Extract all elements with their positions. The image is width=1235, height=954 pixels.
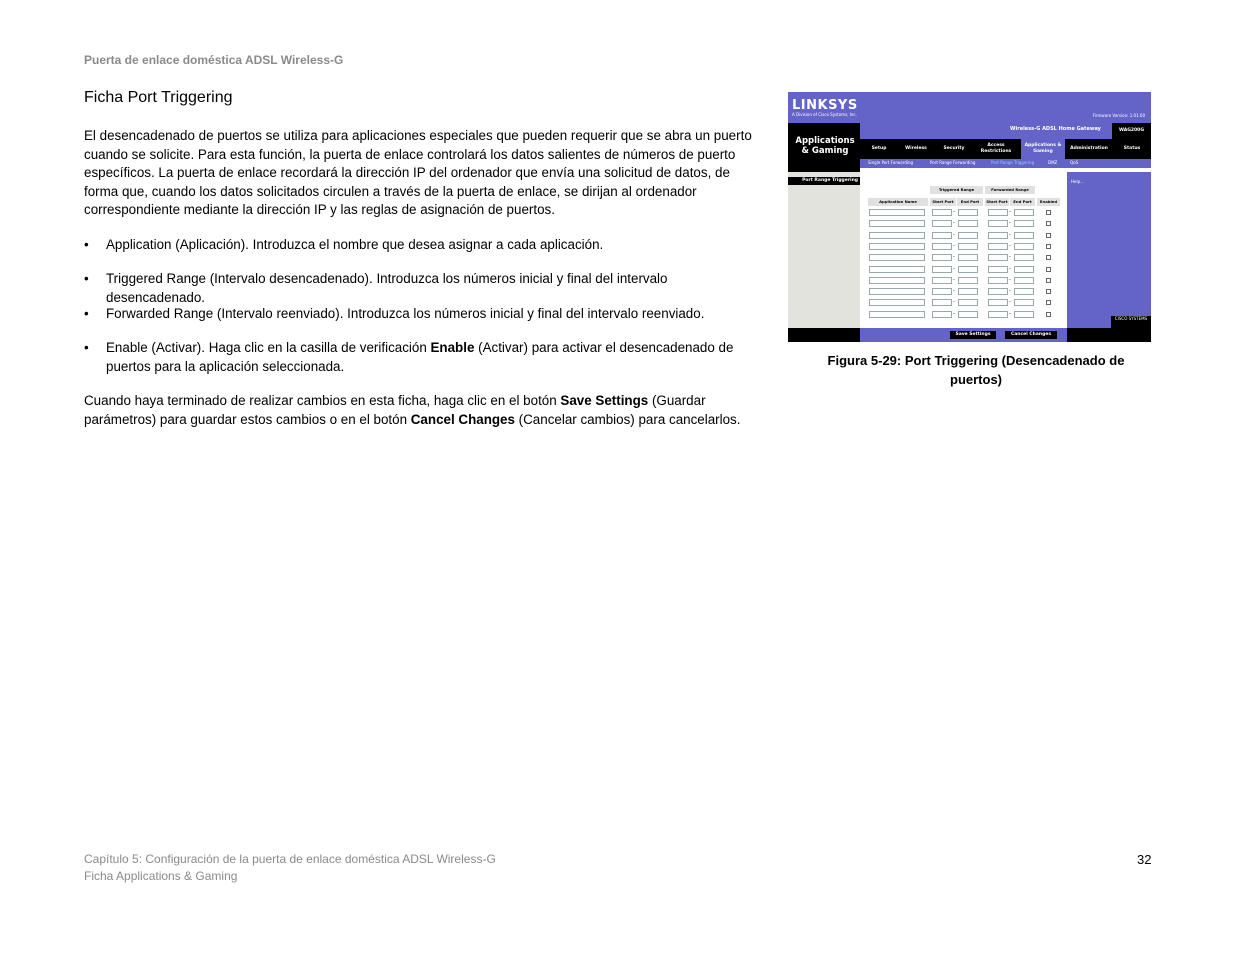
linksys-logo: LINKSYS bbox=[792, 98, 858, 113]
enabled-checkbox[interactable] bbox=[1046, 255, 1051, 260]
range-dash: - bbox=[953, 254, 955, 261]
forward-end-port-input[interactable] bbox=[1014, 266, 1034, 273]
trigger-start-port-input[interactable] bbox=[932, 299, 952, 306]
port-triggering-screenshot bbox=[788, 92, 1151, 342]
trigger-start-port-input[interactable] bbox=[932, 254, 952, 261]
range-dash: - bbox=[1009, 288, 1011, 295]
range-dash: - bbox=[1009, 276, 1011, 283]
tab-security[interactable]: Security bbox=[943, 146, 965, 151]
trigger-end-port-input[interactable] bbox=[958, 254, 978, 261]
forward-end-port-input[interactable] bbox=[1014, 209, 1034, 216]
tab-access-restrictions[interactable]: Access Restrictions bbox=[976, 139, 1016, 159]
trigger-end-port-input[interactable] bbox=[958, 209, 978, 216]
range-dash: - bbox=[953, 265, 955, 272]
enabled-checkbox[interactable] bbox=[1046, 244, 1051, 249]
trigger-end-port-input[interactable] bbox=[958, 277, 978, 284]
range-dash: - bbox=[1009, 299, 1011, 306]
figure-caption: Figura 5-29: Port Triggering (Desencadenado de puertos) bbox=[827, 353, 1125, 387]
subtab-dmz[interactable]: DMZ bbox=[1048, 160, 1058, 165]
forward-start-port-input[interactable] bbox=[988, 209, 1008, 216]
enabled-checkbox[interactable] bbox=[1046, 278, 1051, 283]
bullet-dot: • bbox=[84, 306, 89, 321]
logo-subtitle: A Division of Cisco Systems, Inc. bbox=[792, 112, 857, 117]
enabled-checkbox[interactable] bbox=[1046, 210, 1051, 215]
bullet-dot: • bbox=[84, 340, 89, 355]
help-panel bbox=[1067, 172, 1151, 328]
page-number: 32 bbox=[1137, 852, 1152, 867]
tab-administration[interactable]: Administration bbox=[1070, 146, 1108, 151]
application-name-input[interactable] bbox=[869, 232, 925, 239]
trigger-start-port-input[interactable] bbox=[932, 220, 952, 227]
product-bar bbox=[860, 123, 1151, 139]
forward-start-port-input[interactable] bbox=[988, 232, 1008, 239]
bullet-dot: • bbox=[84, 237, 89, 252]
running-header: Puerta de enlace doméstica ADSL Wireless-G bbox=[84, 53, 344, 67]
forward-end-port-input[interactable] bbox=[1014, 288, 1034, 295]
trigger-end-port-input[interactable] bbox=[958, 266, 978, 273]
trigger-end-port-input[interactable] bbox=[958, 243, 978, 250]
forward-start-port-header: Start Port bbox=[986, 199, 1008, 204]
bullet-item bbox=[84, 270, 764, 307]
cancel-changes-term: Cancel Changes bbox=[410, 411, 515, 427]
trigger-start-port-input[interactable] bbox=[932, 266, 952, 273]
application-name-input[interactable] bbox=[869, 277, 925, 284]
forwarded-range-header: Forwarded Range bbox=[985, 186, 1035, 194]
range-dash: - bbox=[953, 299, 955, 306]
range-dash: - bbox=[953, 220, 955, 227]
bullet-item bbox=[84, 236, 764, 255]
bullet-dot: • bbox=[84, 271, 89, 286]
tab-wireless[interactable]: Wireless bbox=[905, 146, 927, 151]
trigger-end-port-input[interactable] bbox=[958, 299, 978, 306]
forward-end-port-input[interactable] bbox=[1014, 311, 1034, 318]
application-name-input[interactable] bbox=[869, 220, 925, 227]
application-name-input[interactable] bbox=[869, 311, 925, 318]
range-dash: - bbox=[953, 288, 955, 295]
outro-text-1: Cuando haya terminado de realizar cambios en esta ficha, haga clic en el botón bbox=[84, 393, 561, 408]
bullet-item bbox=[84, 339, 764, 376]
enabled-checkbox[interactable] bbox=[1046, 312, 1051, 317]
cancel-changes-button[interactable]: Cancel Changes bbox=[1005, 331, 1057, 339]
application-name-input[interactable] bbox=[869, 243, 925, 250]
range-dash: - bbox=[1009, 220, 1011, 227]
forward-end-port-input[interactable] bbox=[1014, 254, 1034, 261]
forward-end-port-input[interactable] bbox=[1014, 243, 1034, 250]
forward-start-port-input[interactable] bbox=[988, 288, 1008, 295]
forward-end-port-input[interactable] bbox=[1014, 299, 1034, 306]
application-name-input[interactable] bbox=[869, 209, 925, 216]
trigger-start-port-input[interactable] bbox=[932, 277, 952, 284]
forward-start-port-input[interactable] bbox=[988, 299, 1008, 306]
trigger-start-port-input[interactable] bbox=[932, 243, 952, 250]
range-dash: - bbox=[1009, 254, 1011, 261]
enabled-checkbox[interactable] bbox=[1046, 267, 1051, 272]
left-panel bbox=[788, 172, 860, 328]
footer-section: Ficha Applications & Gaming bbox=[84, 869, 238, 883]
forward-start-port-input[interactable] bbox=[988, 220, 1008, 227]
subtab-port-range-forwarding[interactable]: Port Range Forwarding bbox=[930, 160, 976, 165]
subtab-port-range-triggering[interactable]: Port Range Triggering bbox=[991, 160, 1035, 165]
bullet-text: Forwarded Range (Intervalo reenviado). Introduzca los números inicial y final del intervalo reenviado. bbox=[106, 306, 705, 321]
range-dash: - bbox=[953, 231, 955, 238]
outro-text-2: (Guardar parámetros) para guardar estos cambios o en el botón bbox=[84, 393, 706, 427]
range-dash: - bbox=[1009, 265, 1011, 272]
range-dash: - bbox=[953, 276, 955, 283]
range-dash: - bbox=[1009, 209, 1011, 215]
trigger-start-port-input[interactable] bbox=[932, 311, 952, 318]
trigger-end-port-input[interactable] bbox=[958, 311, 978, 318]
cisco-logo: CISCO SYSTEMS bbox=[1111, 316, 1151, 336]
trigger-start-port-input[interactable] bbox=[932, 288, 952, 295]
trigger-end-port-input[interactable] bbox=[958, 288, 978, 295]
forward-start-port-input[interactable] bbox=[988, 277, 1008, 284]
footer-chapter: Capítulo 5: Configuración de la puerta de enlace doméstica ADSL Wireless-G bbox=[84, 852, 496, 866]
footer bbox=[84, 851, 496, 885]
section-name: Applications & Gaming bbox=[795, 136, 855, 156]
trigger-end-port-input[interactable] bbox=[958, 220, 978, 227]
left-panel-label: Port Range Triggering bbox=[788, 177, 860, 185]
tab-applications-gaming[interactable]: Applications & Gaming bbox=[1021, 139, 1065, 159]
application-name-input[interactable] bbox=[869, 266, 925, 273]
bullet-text-post: (Activar) para activar el desencadenado de puertos para la aplicación seleccionada. bbox=[106, 340, 734, 374]
outro-paragraph bbox=[84, 392, 764, 429]
forward-start-port-input[interactable] bbox=[988, 243, 1008, 250]
bullet-text-bold: Enable bbox=[430, 340, 475, 355]
trigger-end-port-header: End Port bbox=[957, 198, 983, 206]
enabled-checkbox[interactable] bbox=[1046, 289, 1051, 294]
enabled-header: Enabled bbox=[1037, 198, 1060, 206]
enabled-checkbox[interactable] bbox=[1046, 300, 1051, 305]
application-name-input[interactable] bbox=[869, 254, 925, 261]
triggered-range-header: Triggered Range bbox=[930, 186, 983, 194]
forward-end-port-input[interactable] bbox=[1014, 277, 1034, 284]
subtab-qos[interactable]: QoS bbox=[1070, 160, 1079, 165]
bullet-item bbox=[84, 305, 764, 324]
save-settings-term: Save Settings bbox=[560, 393, 649, 408]
trigger-end-port-input[interactable] bbox=[958, 232, 978, 239]
help-link[interactable]: Help... bbox=[1071, 179, 1084, 184]
forward-end-port-input[interactable] bbox=[1014, 220, 1034, 227]
intro-paragraph: El desencadenado de puertos se utiliza para aplicaciones especiales que pueden requerir que se abra un puerto cuando se solicite. Para esta función, la puerta de enlace controlará los datos salientes de números de puerto específicos. La puerta de enlace recordará la dirección IP del ordenador que envía una solicitud de datos, de forma que, cuando los datos solicitados circulen a través de la puerta de enlace, se dirijan al ordenador correspondiente mediante la dirección IP y las reglas de asignación de puertos. bbox=[84, 128, 752, 218]
forward-start-port-input[interactable] bbox=[988, 311, 1008, 318]
forward-start-port-input[interactable] bbox=[988, 254, 1008, 261]
product-name: Wireless-G ADSL Home Gateway bbox=[1010, 126, 1101, 132]
range-dash: - bbox=[953, 310, 955, 317]
trigger-start-port-header: Start Port bbox=[930, 198, 956, 206]
bullet-text-pre: Enable (Activar). Haga clic en la casilla de verificación bbox=[106, 340, 431, 355]
tab-status[interactable]: Status bbox=[1123, 146, 1141, 151]
firmware-version: Firmware Version: 1.01.00 bbox=[1092, 113, 1145, 118]
section-title: Ficha Port Triggering bbox=[84, 89, 233, 106]
application-name-input[interactable] bbox=[869, 299, 925, 306]
outro-text-3: (Cancelar cambios) para cancelarlos. bbox=[514, 411, 741, 427]
bullet-text: Application (Aplicación). Introduzca el nombre que desea asignar a cada aplicación. bbox=[106, 237, 604, 252]
tab-setup[interactable]: Setup bbox=[871, 146, 887, 151]
range-dash: - bbox=[1009, 310, 1011, 317]
range-dash: - bbox=[1009, 242, 1011, 249]
bullet-text: Triggered Range (Intervalo desencadenado). Introduzca los números inicial y final del intervalo desencadenado. bbox=[106, 271, 668, 305]
forward-end-port-input[interactable] bbox=[1014, 232, 1034, 239]
range-dash: - bbox=[1009, 231, 1011, 238]
trigger-start-port-input[interactable] bbox=[932, 209, 952, 216]
range-dash: - bbox=[953, 209, 955, 215]
subtab-single-port-forwarding[interactable]: Single Port Forwarding bbox=[868, 160, 914, 165]
enabled-checkbox[interactable] bbox=[1046, 233, 1051, 238]
forward-end-port-header: End Port bbox=[1010, 198, 1035, 206]
forward-start-port-input[interactable] bbox=[988, 266, 1008, 273]
model-badge: WAG200G bbox=[1112, 123, 1151, 139]
save-settings-button[interactable]: Save Settings bbox=[950, 331, 996, 339]
range-dash: - bbox=[953, 242, 955, 249]
application-name-header: Application Name bbox=[868, 198, 928, 206]
trigger-start-port-input[interactable] bbox=[932, 232, 952, 239]
enabled-checkbox[interactable] bbox=[1046, 221, 1051, 226]
application-name-input[interactable] bbox=[869, 288, 925, 295]
bullet-text bbox=[106, 339, 764, 376]
